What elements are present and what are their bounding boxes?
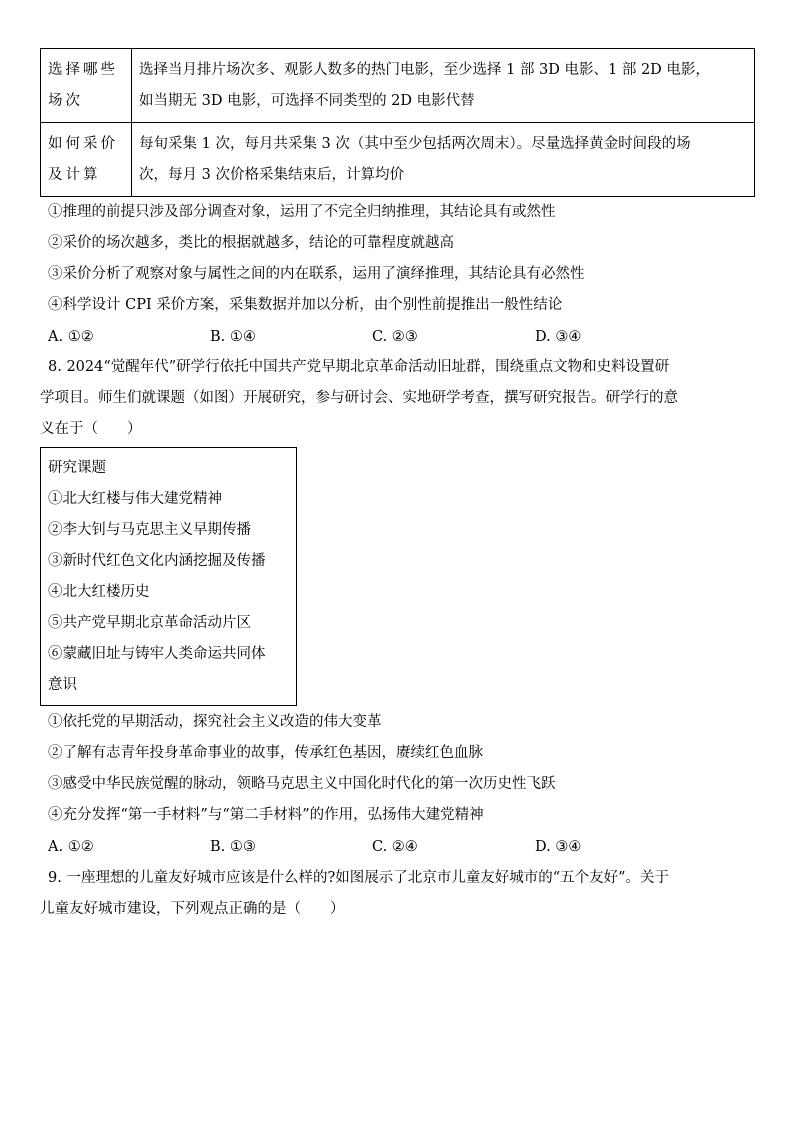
q8-option-a[interactable]: A. ①②	[48, 839, 94, 855]
topic-item: ①北大红楼与伟大建党精神	[48, 491, 222, 507]
row-label: 选择哪些 场次	[41, 49, 132, 123]
topic-item: ⑤共产党早期北京革命活动片区	[48, 615, 251, 631]
q7-statement-4: ④科学设计 CPI 采价方案，采集数据并加以分析，由个别性前提推出一般性结论	[48, 297, 563, 313]
row-label: 如何采价 及计算	[41, 123, 132, 197]
q8-statement-4: ④充分发挥“第一手材料”与“第二手材料”的作用，弘扬伟大建党精神	[48, 807, 484, 823]
topic-item: 意识	[48, 677, 77, 693]
row-content: 选择当月排片场次多、观影人数多的热门电影，至少选择 1 部 3D 电影、1 部 2D 电影， 如当期无 3D 电影，可选择不同类型的 2D 电影代替	[132, 49, 755, 123]
topic-item: ②李大钊与马克思主义早期传播	[48, 522, 251, 538]
q8-statement-3: ③感受中华民族觉醒的脉动，领略马克思主义中国化时代化的第一次历史性飞跃	[48, 776, 556, 792]
q8-statement-2: ②了解有志青年投身革命事业的故事，传承红色基因，赓续红色血脉	[48, 745, 483, 761]
q7-option-a[interactable]: A. ①②	[48, 329, 94, 345]
q8-statement-1: ①依托党的早期活动，探究社会主义改造的伟大变革	[48, 714, 382, 730]
q8-option-b[interactable]: B. ①③	[210, 839, 256, 855]
research-topics-box	[40, 447, 297, 706]
q7-option-b[interactable]: B. ①④	[210, 329, 256, 345]
q7-statement-3: ③采价分析了观察对象与属性之间的内在联系，运用了演绎推理，其结论具有必然性	[48, 266, 585, 282]
q8-option-d[interactable]: D. ③④	[535, 839, 582, 855]
table-row	[41, 49, 755, 123]
q9-stem-line-2: 儿童友好城市建设，下列观点正确的是（ ）	[40, 901, 345, 917]
q7-statement-2: ②采价的场次越多，类比的根据就越多，结论的可靠程度就越高	[48, 235, 454, 251]
cpi-method-table	[40, 48, 755, 197]
q8-option-c[interactable]: C. ②④	[372, 839, 418, 855]
topic-item: ③新时代红色文化内涵挖掘及传播	[48, 553, 266, 569]
q7-statement-1: ①推理的前提只涉及部分调查对象，运用了不完全归纳推理，其结论具有或然性	[48, 204, 556, 220]
topic-item: ④北大红楼历史	[48, 584, 150, 600]
q8-stem-line-1: 8. 2024“觉醒年代”研学行依托中国共产党早期北京革命活动旧址群，围绕重点文物和史料设置研	[48, 359, 670, 375]
q7-option-c[interactable]: C. ②③	[372, 329, 418, 345]
q9-stem-line-1: 9. 一座理想的儿童友好城市应该是什么样的?如图展示了北京市儿童友好城市的“五个友好”。关于	[48, 870, 670, 886]
row-content: 每旬采集 1 次，每月共采集 3 次（其中至少包括两次周末）。尽量选择黄金时间段的场 次，每月 3 次价格采集结束后，计算均价	[132, 123, 755, 197]
topics-title: 研究课题	[48, 460, 106, 476]
topic-item: ⑥蒙藏旧址与铸牢人类命运共同体	[48, 646, 266, 662]
q7-option-d[interactable]: D. ③④	[535, 329, 582, 345]
q8-stem-line-3: 义在于（ ）	[40, 421, 142, 437]
table-row	[41, 123, 755, 197]
q8-stem-line-2: 学项目。师生们就课题（如图）开展研究，参与研讨会、实地研学考查，撰写研究报告。研学行的意	[40, 390, 678, 406]
